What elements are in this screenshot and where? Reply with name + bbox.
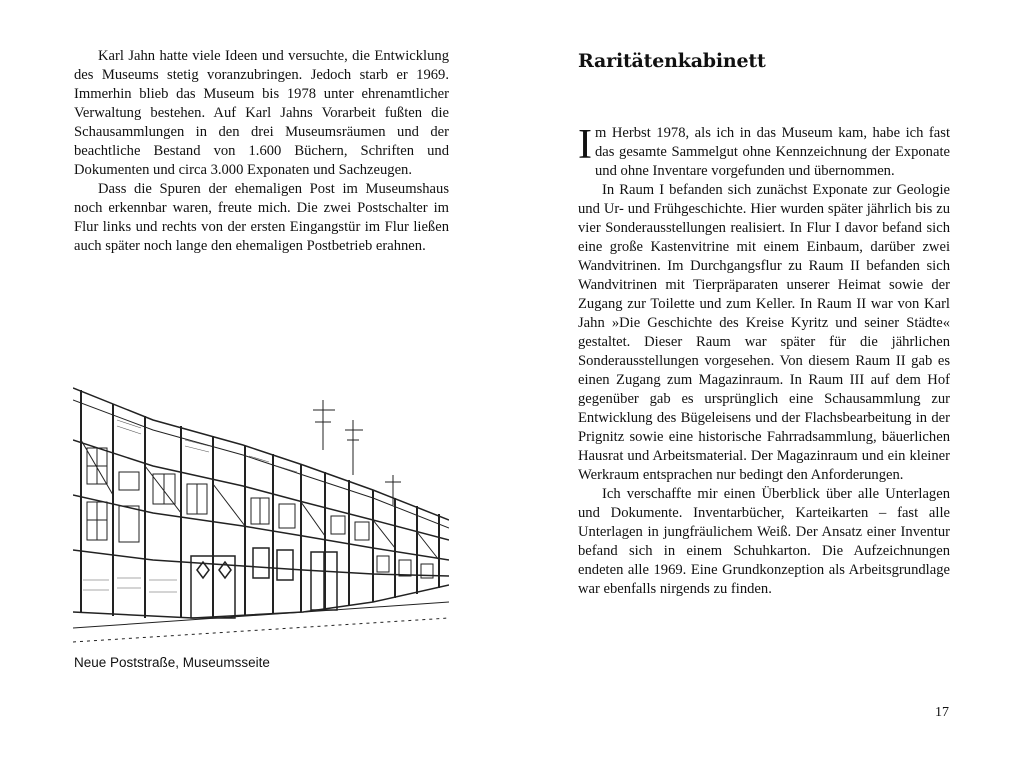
chapter-heading: Raritätenkabinett <box>578 50 766 72</box>
right-paragraph-3: Ich verschaffte mir einen Überblick über alle Unterlagen und Dokumente. Inventarbücher, Karteikarten – fast alle Unterlagen in jungfräulichem Weiß. Der Ansatz einer Inventur befand sich in einem Schuhkarton. Die Aufzeichnungen endeten alle 1969. Eine Grundkonzeption als Arbeitsgrundlage war ebenfalls nirgends zu finden. <box>578 486 950 597</box>
page-number: 17 <box>935 705 949 720</box>
left-paragraph-1: Karl Jahn hatte viele Ideen und versuchte, die Entwicklung des Museums stetig voranzubringen. Jedoch starb er 1969. Immerhin blieb das Museum bis 1978 unter ehrenamtlicher Verwaltung bestehen. Auf Karl Jahns Vorarbeit fußten die Schausammlungen in den drei Museumsräumen und der beachtliche Bestand von 1.600 Büchern, Schriften und Dokumenten und circa 3.000 Exponaten und Sachzeugen. <box>74 48 449 178</box>
drop-cap: I <box>578 122 592 168</box>
illustration-caption: Neue Poststraße, Museumsseite <box>74 655 270 670</box>
half-timbered-street-illustration <box>73 380 449 648</box>
left-paragraph-2: Dass die Spuren der ehemaligen Post im Museumshaus noch erkennbar waren, freute mich. Die zwei Postschalter im Flur links und rechts von der ersten Eingangstür im Flur ließen auch später noch lange den ehemaligen Postbetrieb erahnen. <box>74 181 449 254</box>
right-paragraph-1 <box>578 124 950 181</box>
right-page-text <box>578 124 950 599</box>
right-paragraph-2: In Raum I befanden sich zunächst Exponate zur Geologie und Ur- und Frühgeschichte. Hier wurden später jährlich bis zu vier Sonderausstellungen realisiert. In Flur I davor befand sich eine große Kastenvitrine mit einem Einbaum, darüber zwei Wandvitrinen. Im Durchgangsflur zu Raum II befanden sich Wandvitrinen mit Tierpräparaten unserer Heimat sowie der Zugang zur Toilette und zum Keller. In Raum II war von Karl Jahn »Die Geschichte des Kreise Kyritz und seiner Städte« gestaltet. Dieser Raum war später für die jährlichen Sonderausstellungen vorgesehen. Von diesem Raum II gab es einen Zugang zum Magazinraum. In Raum III auf dem Hof gegenüber gab es ursprünglich eine Schausammlung zur Entwicklung des Bügeleisens und der Flachsbearbeitung in der Prignitz sowie eine historische Fahrradsammlung, bäuerlichen Hausrat und Arbeitsmaterial. Der Magazinraum und ein kleiner Werkraum entsprachen nur bedingt den Anforderungen. <box>578 182 950 483</box>
right-paragraph-1-text: m Herbst 1978, als ich in das Museum kam, habe ich fast das gesamte Sammelgut ohne Kennzeichnung der Exponate und ohne Inventare vorgefunden und übernommen. <box>595 125 950 179</box>
left-page-text <box>74 47 449 256</box>
